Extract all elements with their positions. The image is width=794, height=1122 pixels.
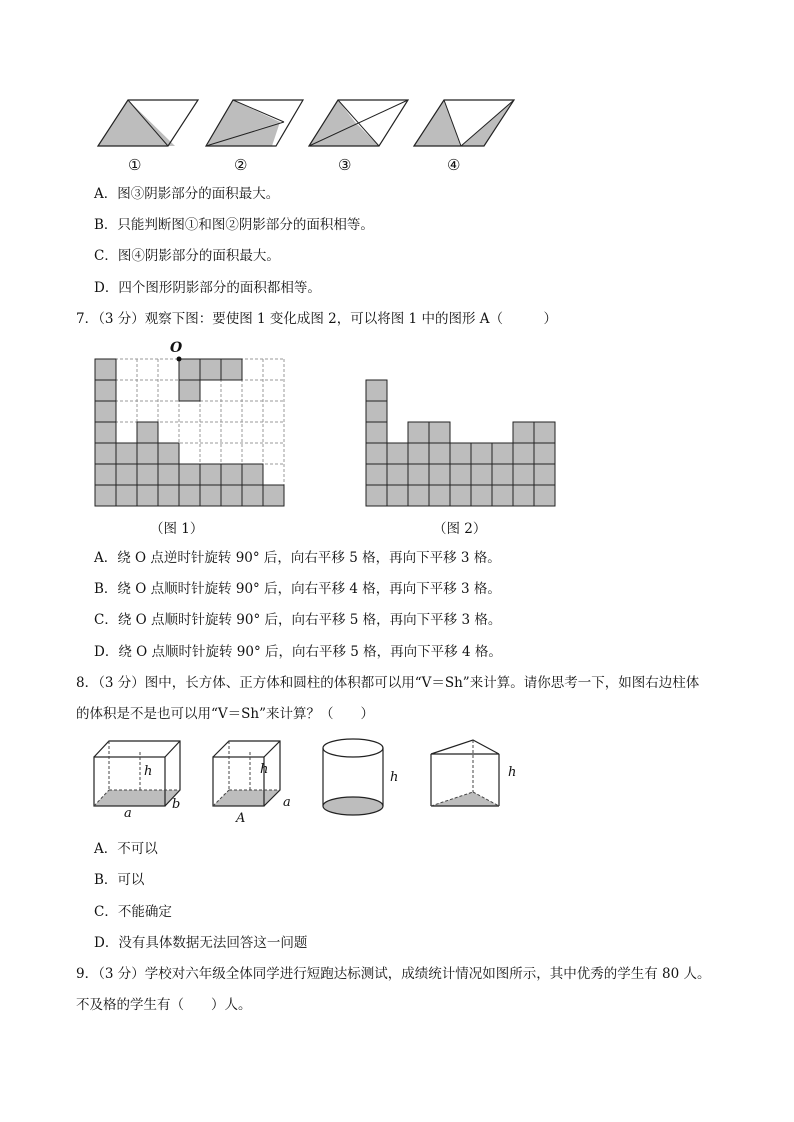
grid-cell: [534, 443, 555, 464]
cube-h-label: h: [260, 762, 269, 777]
cuboid-a-label: a: [124, 806, 132, 821]
grid-cell: [492, 464, 513, 485]
grid-cell: [158, 485, 179, 506]
q7-option-d[interactable]: D．绕 O 点顺时针旋转 90° 后，向右平移 5 格，再向下平移 4 格。: [94, 644, 502, 660]
point-o-label: O: [170, 340, 183, 356]
q8-option-c[interactable]: C．不能确定: [94, 904, 172, 920]
grid-cell: [158, 464, 179, 485]
figure-label-2: ②: [234, 156, 248, 174]
q7-option-c[interactable]: C．绕 O 点顺时针旋转 90° 后，向右平移 5 格，再向下平移 3 格。: [94, 612, 502, 628]
grid-cell: [513, 443, 534, 464]
grid-cell: [429, 485, 450, 506]
grid-cell: [534, 464, 555, 485]
grid-cell: [429, 443, 450, 464]
q6-option-c[interactable]: C．图④阴影部分的面积最大。: [94, 248, 280, 264]
shape-a-cell: [179, 380, 200, 401]
grid-cell: [408, 464, 429, 485]
grid-cell: [263, 485, 284, 506]
grid-cell: [137, 443, 158, 464]
grid-cell: [221, 485, 242, 506]
grid-cell: [450, 464, 471, 485]
grid-cell: [471, 443, 492, 464]
grid-cell: [513, 464, 534, 485]
cube-a-label: a: [283, 795, 291, 810]
grid-cell: [179, 464, 200, 485]
prism-h-label: h: [508, 765, 517, 780]
grid-cell: [95, 464, 116, 485]
parallelogram-4: [414, 100, 514, 146]
shape-a-cell: [221, 359, 242, 380]
grid-cell: [408, 422, 429, 443]
q8-option-a[interactable]: A．不可以: [94, 841, 158, 857]
grid-cell: [366, 422, 387, 443]
grid-cell: [471, 464, 492, 485]
grid-cell: [429, 464, 450, 485]
grid-cell: [158, 443, 179, 464]
grid-cell: [221, 464, 242, 485]
q8-stem-line-1: 8．（3 分）图中，长方体、正方体和圆柱的体积都可以用“V＝Sh”来计算。请你思考一下，如图右边柱体: [76, 675, 700, 691]
grid-cell: [95, 380, 116, 401]
grid-cell: [366, 464, 387, 485]
figure-2-caption: （图 2）: [433, 521, 487, 537]
grid-cell: [95, 422, 116, 443]
grid-figure-2: [366, 359, 566, 519]
q7-option-b[interactable]: B．绕 O 点顺时针旋转 90° 后，向右平移 4 格，再向下平移 3 格。: [94, 581, 501, 597]
grid-cell: [450, 443, 471, 464]
grid-cell: [95, 359, 116, 380]
grid-cell: [242, 464, 263, 485]
grid-cell: [200, 464, 221, 485]
grid-cell: [200, 485, 221, 506]
parallelogram-2: [206, 100, 303, 146]
q6-option-d[interactable]: D．四个图形阴影部分的面积都相等。: [94, 280, 321, 296]
point-o-dot: [177, 357, 182, 362]
figure-label-4: ④: [447, 156, 461, 174]
q7-option-a[interactable]: A．绕 O 点逆时针旋转 90° 后，向右平移 5 格，再向下平移 3 格。: [94, 550, 501, 566]
q8-option-d[interactable]: D．没有具体数据无法回答这一问题: [94, 935, 308, 951]
grid-cell: [408, 485, 429, 506]
q6-option-b[interactable]: B．只能判断图①和图②阴影部分的面积相等。: [94, 217, 374, 233]
q8-stem-line-2: 的体积是不是也可以用“V＝Sh”来计算？（ ）: [76, 706, 374, 722]
q9-stem-line-1: 9．（3 分）学校对六年级全体同学进行短跑达标测试，成绩统计情况如图所示，其中优秀的学生有 80 人。: [76, 966, 711, 982]
grid-cell: [513, 485, 534, 506]
grid-cell: [408, 443, 429, 464]
figure-label-1: ①: [128, 156, 142, 174]
grid-cell: [492, 485, 513, 506]
q6-option-a[interactable]: A．图③阴影部分的面积最大。: [94, 186, 280, 202]
grid-cell: [450, 485, 471, 506]
cylinder: [323, 739, 383, 815]
grid-cell: [366, 380, 387, 401]
grid-cell: [366, 401, 387, 422]
solid-figures: [0, 730, 794, 840]
grid-cell: [492, 443, 513, 464]
cylinder-h-label: h: [390, 770, 399, 785]
cube: [213, 741, 280, 806]
grid-cell: [366, 485, 387, 506]
cuboid: [94, 741, 180, 806]
grid-cell: [534, 422, 555, 443]
grid-cell: [137, 464, 158, 485]
grid-cell: [534, 485, 555, 506]
grid-cell: [387, 464, 408, 485]
grid-cell: [95, 401, 116, 422]
parallelogram-figures: [0, 0, 794, 160]
cuboid-h-label: h: [144, 764, 153, 779]
figure-label-3: ③: [338, 156, 352, 174]
grid-cell: [179, 485, 200, 506]
grid-cell: [429, 422, 450, 443]
grid-cell: [116, 443, 137, 464]
grid-cell: [137, 485, 158, 506]
grid-cell: [366, 443, 387, 464]
grid-cell: [513, 422, 534, 443]
grid-cell: [242, 485, 263, 506]
grid-cell: [95, 443, 116, 464]
grid-cell: [387, 485, 408, 506]
triangular-prism: [431, 740, 499, 806]
grid-figure-1: [95, 359, 295, 519]
grid-cell: [116, 485, 137, 506]
cube-A-label: A: [236, 811, 246, 826]
shape-a-cell: [179, 359, 200, 380]
grid-cell: [95, 485, 116, 506]
q9-stem-line-2: 不及格的学生有（ ）人。: [76, 997, 252, 1013]
grid-cell: [471, 485, 492, 506]
shape-a-cell: [200, 359, 221, 380]
parallelogram-3: [309, 100, 408, 146]
q7-stem: 7．（3 分）观察下图：要使图 1 变化成图 2，可以将图 1 中的图形 A（ ）: [76, 311, 557, 327]
figure-1-caption: （图 1）: [150, 521, 204, 537]
parallelogram-1: [98, 100, 198, 146]
q8-option-b[interactable]: B．可以: [94, 872, 145, 888]
grid-cell: [116, 464, 137, 485]
grid-cell: [137, 422, 158, 443]
grid-cell: [387, 443, 408, 464]
cuboid-b-label: b: [172, 797, 181, 812]
